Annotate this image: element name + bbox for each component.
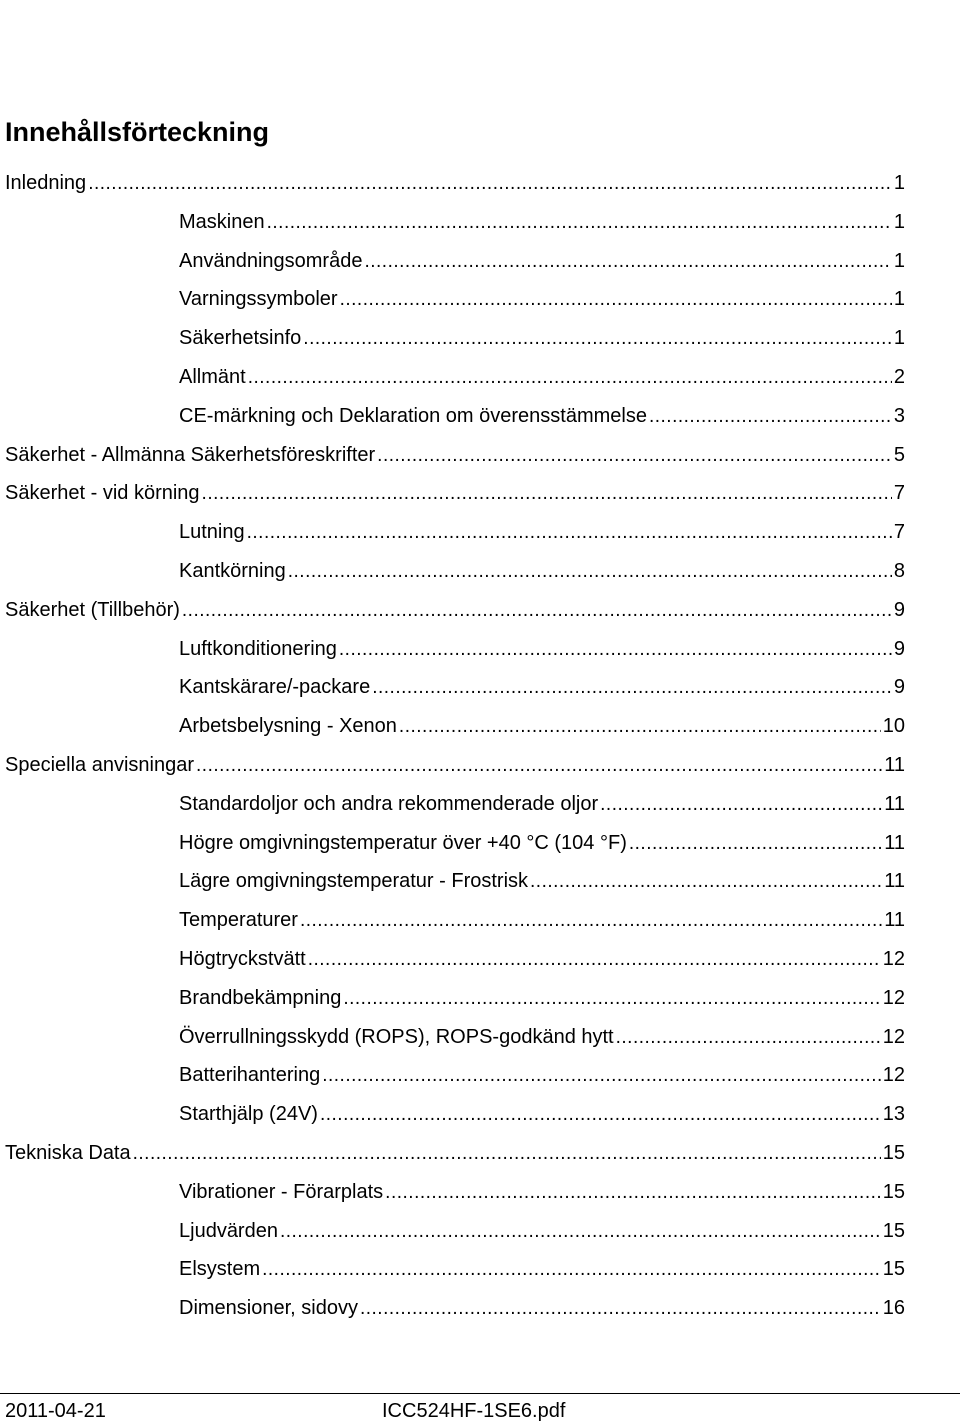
toc-dot-leader xyxy=(247,513,892,552)
toc-entry[interactable] xyxy=(179,1018,905,1057)
toc-entry-page-number: 12 xyxy=(882,1026,905,1048)
toc-entry-label: Säkerhetsinfo xyxy=(179,327,302,349)
toc-entry[interactable] xyxy=(179,203,905,242)
toc-entry[interactable] xyxy=(179,862,905,901)
toc-entry-page-number: 12 xyxy=(882,1064,905,1086)
footer-filename: ICC524HF-1SE6.pdf xyxy=(382,1400,566,1422)
toc-entry-label: Brandbekämpning xyxy=(179,987,342,1009)
toc-dot-leader xyxy=(267,203,892,242)
toc-entry[interactable] xyxy=(179,824,905,863)
toc-entry-label: Arbetsbelysning - Xenon xyxy=(179,715,397,737)
page-title: Innehållsförteckning xyxy=(5,117,270,147)
toc-entry[interactable] xyxy=(179,901,905,940)
toc-dot-leader xyxy=(88,164,892,203)
toc-entry-label: Högre omgivningstemperatur över +40 °C (104 °F) xyxy=(179,832,627,854)
toc-dot-leader xyxy=(196,746,882,785)
toc-entry[interactable] xyxy=(179,940,905,979)
toc-entry-label: Speciella anvisningar xyxy=(5,754,195,776)
toc-entry-label: CE-märkning och Deklaration om överensstämmelse xyxy=(179,405,647,427)
toc-entry[interactable] xyxy=(179,785,905,824)
toc-entry-label: Allmänt xyxy=(179,366,246,388)
toc-dot-leader xyxy=(385,1173,881,1212)
toc-entry-page-number: 2 xyxy=(893,366,905,388)
toc-dot-leader xyxy=(399,707,881,746)
toc-entry[interactable] xyxy=(179,319,905,358)
toc-entry-page-number: 11 xyxy=(884,793,905,815)
toc-entry-label: Säkerhet (Tillbehör) xyxy=(5,599,180,621)
toc-entry[interactable] xyxy=(5,436,905,475)
toc-dot-leader xyxy=(339,630,892,669)
toc-dot-leader xyxy=(616,1018,881,1057)
toc-entry-page-number: 12 xyxy=(882,948,905,970)
toc-entry-page-number: 5 xyxy=(893,444,905,466)
toc-entry-page-number: 11 xyxy=(884,909,905,931)
toc-entry-page-number: 1 xyxy=(893,288,905,310)
toc-entry-label: Inledning xyxy=(5,172,87,194)
toc-entry-page-number: 3 xyxy=(893,405,905,427)
toc-entry-page-number: 15 xyxy=(882,1142,905,1164)
toc-entry-page-number: 13 xyxy=(882,1103,905,1125)
toc-entry-label: Temperaturer xyxy=(179,909,298,931)
toc-entry[interactable] xyxy=(179,1212,905,1251)
toc-entry[interactable] xyxy=(179,668,905,707)
toc-entry-label: Överrullningsskydd (ROPS), ROPS-godkänd hytt xyxy=(179,1026,614,1048)
toc-dot-leader xyxy=(308,940,881,979)
toc-entry-label: Kantkörning xyxy=(179,560,286,582)
toc-entry[interactable] xyxy=(179,1173,905,1212)
toc-entry-label: Standardoljor och andra rekommenderade oljor xyxy=(179,793,599,815)
toc-dot-leader xyxy=(202,474,892,513)
toc-dot-leader xyxy=(320,1095,881,1134)
toc-entry[interactable] xyxy=(179,513,905,552)
toc-entry-page-number: 15 xyxy=(882,1181,905,1203)
toc-entry-label: Säkerhet - vid körning xyxy=(5,482,200,504)
toc-dot-leader xyxy=(340,280,892,319)
toc-entry-page-number: 11 xyxy=(884,870,905,892)
toc-entry-label: Lägre omgivningstemperatur - Frostrisk xyxy=(179,870,529,892)
toc-entry-label: Batterihantering xyxy=(179,1064,321,1086)
toc-dot-leader xyxy=(360,1289,881,1328)
toc-entry-label: Lutning xyxy=(179,521,245,543)
toc-entry[interactable] xyxy=(179,1056,905,1095)
toc-entry[interactable] xyxy=(179,979,905,1018)
toc-entry[interactable] xyxy=(179,242,905,281)
toc-entry-label: Starthjälp (24V) xyxy=(179,1103,318,1125)
toc-entry[interactable] xyxy=(179,397,905,436)
toc-entry[interactable] xyxy=(179,552,905,591)
toc-entry-label: Kantskärare/-packare xyxy=(179,676,371,698)
toc-dot-leader xyxy=(303,319,892,358)
toc-entry-label: Användningsområde xyxy=(179,250,363,272)
toc-dot-leader xyxy=(377,436,892,475)
toc-entry-page-number: 9 xyxy=(893,676,905,698)
toc-dot-leader xyxy=(300,901,882,940)
toc-entry-label: Luftkonditionering xyxy=(179,638,337,660)
toc-dot-leader xyxy=(364,242,891,281)
toc-entry[interactable] xyxy=(179,630,905,669)
toc-entry[interactable] xyxy=(5,164,905,203)
toc-entry-label: Varningssymboler xyxy=(179,288,338,310)
toc-entry-label: Vibrationer - Förarplats xyxy=(179,1181,384,1203)
toc-dot-leader xyxy=(372,668,892,707)
toc-entry-label: Dimensioner, sidovy xyxy=(179,1297,358,1319)
toc-dot-leader xyxy=(182,591,892,630)
toc-dot-leader xyxy=(133,1134,881,1173)
toc-entry-page-number: 1 xyxy=(893,211,905,233)
toc-entry-page-number: 7 xyxy=(893,482,905,504)
toc-entry[interactable] xyxy=(5,1134,905,1173)
toc-entry-label: Maskinen xyxy=(179,211,265,233)
toc-dot-leader xyxy=(343,979,880,1018)
toc-dot-leader xyxy=(248,358,892,397)
toc-entry[interactable] xyxy=(179,707,905,746)
toc-entry-page-number: 10 xyxy=(882,715,905,737)
toc-entry-page-number: 1 xyxy=(893,172,905,194)
toc-dot-leader xyxy=(322,1056,881,1095)
toc-entry-page-number: 9 xyxy=(893,599,905,621)
toc-entry-page-number: 8 xyxy=(893,560,905,582)
toc-entry-page-number: 12 xyxy=(882,987,905,1009)
toc-entry[interactable] xyxy=(179,358,905,397)
toc-dot-leader xyxy=(649,397,892,436)
toc-entry-label: Tekniska Data xyxy=(5,1142,131,1164)
toc-dot-leader xyxy=(262,1250,881,1289)
toc-entry-page-number: 1 xyxy=(893,327,905,349)
toc-entry-page-number: 7 xyxy=(893,521,905,543)
toc-entry-label: Högtryckstvätt xyxy=(179,948,306,970)
toc-entry-page-number: 15 xyxy=(882,1220,905,1242)
toc-entry-page-number: 16 xyxy=(882,1297,905,1319)
toc-entry[interactable] xyxy=(179,1289,905,1328)
toc-entry[interactable] xyxy=(5,746,905,785)
toc-entry[interactable] xyxy=(179,1095,905,1134)
toc-entry-page-number: 9 xyxy=(893,638,905,660)
toc-dot-leader xyxy=(530,862,882,901)
toc-entry-page-number: 1 xyxy=(893,250,905,272)
toc-entry-label: Elsystem xyxy=(179,1258,261,1280)
toc-dot-leader xyxy=(280,1212,881,1251)
toc-entry-label: Säkerhet - Allmänna Säkerhetsföreskrifter xyxy=(5,444,376,466)
toc-dot-leader xyxy=(600,785,882,824)
toc-entry-page-number: 11 xyxy=(884,832,905,854)
toc-entry[interactable] xyxy=(179,1250,905,1289)
footer-date: 2011-04-21 xyxy=(5,1400,106,1422)
toc-entry-label: Ljudvärden xyxy=(179,1220,278,1242)
toc-dot-leader xyxy=(288,552,892,591)
toc-entry-page-number: 15 xyxy=(882,1258,905,1280)
toc-entry[interactable] xyxy=(5,474,905,513)
toc-entry[interactable] xyxy=(179,280,905,319)
toc-entry-page-number: 11 xyxy=(884,754,905,776)
footer-divider xyxy=(0,1393,960,1394)
toc-entry[interactable] xyxy=(5,591,905,630)
toc-dot-leader xyxy=(629,824,882,863)
